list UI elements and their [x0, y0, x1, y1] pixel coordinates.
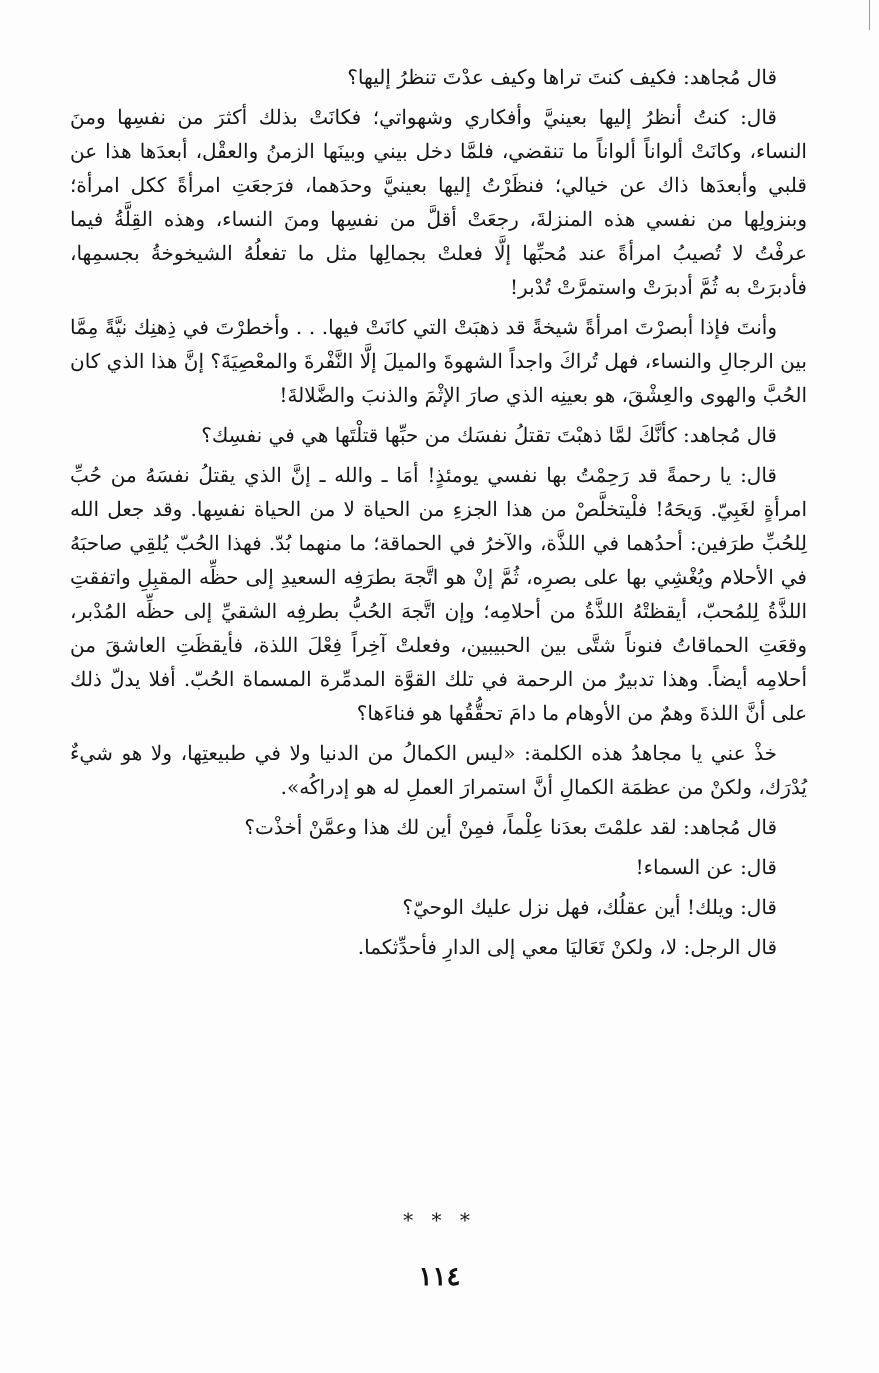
page-number: ١١٤ — [418, 1262, 461, 1292]
paragraph: قال الرجل: لا، ولكنْ تَعَاليَا معي إلى الدارِ فأحدِّثكما. — [357, 935, 777, 959]
paragraph: قال: كنتُ أنظرُ إليها بعينيَّ وأفكاري وشهواتي؛ فكانَتْ بذلك أكثرَ من نفسِها ومنَ النساء، وكانَتْ ألواناً ألواناً ما تنقضي، فلمَّا دخل بيني وبينَها الزمنُ والعقْل، أبعدَها هذا عن قلبي وأبعدَها ذاك عن خيالي؛ فنظَرْتُ إليها بعينيَّ وحدَهما، فرَجعَتِ امرأةً ككل امرأة؛ وبنزولِها من نفسي هذه المنزلةَ، رجعَتْ أقلَّ من نفسِها ومنَ النساء، وهذه القِلَّةُ فيما عرفْتُ لا تُصيبُ امرأةً عند مُحبِّها إلَّا فعلتْ بجمالِها مثل ما تفعلُهُ الشيخوخةُ بجسمِها، فأدبرَتْ به ثُمَّ أدبرَتْ واستمرَّتْ تُدْبر! — [70, 105, 807, 299]
paragraph: قال: يا رحمةً قد رَحِمْتُ بها نفسي يومئذٍ! أمَا ـ والله ـ إنَّ الذي يقتلُ نفسَهُ من حُبِّ امرأةٍ لغَبِيّ. وَيحَهُ! فلْيتخلَّصْ من هذا الجزءِ من الحياة لا من الحياة نفسِها. وقد جعل الله لِلحُبِّ طرَفين: أحدُهما في اللذَّة، والآخرُ في الحماقة؛ ما منهما بُدّ. فهذا الحُبّ يُلقِي صاحبَهُ في الأحلام ويُغْشِي بها على بصرِه، ثُمَّ إنْ هو اتَّجهَ بطرَفِه السعيدِ إلى حظِّه المقبِلِ واتفقتِ اللذَّةُ لِلمُحبّ، أيقظتْهُ اللذَّةُ من أحلامِه؛ وإن اتَّجهَ الحُبُّ بطرفِه الشقيِّ إلى حظِّه المُدْبر، وقعَتِ الحماقاتُ فنوناً شتَّى بين الحبيبين، وفعلتْ آخِراً فِعْلَ اللذة، فأيقظَتِ العاشقَ من أحلامِه أيضاً. وهذا تدبيرٌ من الرحمة في تلك القوَّة المدمِّرة المسماة الحُبّ. أفلا يدلّ ذلك على أنَّ اللذةَ وهمٌ من الأوهام ما دامَ تحقُّقُها هو فناءَها؟ — [70, 463, 808, 725]
paragraph: قال: عن السماء! — [635, 855, 777, 879]
paragraph: قال: ويلك! أين عقلُك، فهل نزل عليك الوحيّ؟ — [402, 895, 777, 919]
paragraph: وأنتَ فإذا أبصرْتَ امرأةً شيخةً قد ذهبَتْ التي كانَتْ فيها. . . وأخطرْتَ في ذِهنِك نيَّةً مِمَّا بين الرجالِ والنساء، فهل تُراكَ واجداً الشهوةَ والميلَ إلَّا النَّفْرةَ والمعْصِيَةَ؟ إنَّ هذا الذي كان الحُبَّ والهوى والعِشْقَ، هو بعينِه الذي صارَ الإثْمَ والذنبَ والضَّلالةَ! — [70, 315, 807, 407]
section-divider: * * * — [403, 1208, 476, 1232]
paragraph: قال مُجاهد: لقد علمْتَ بعدَنا عِلْماً، فمِنْ أين لك هذا وعمَّنْ أخذْت؟ — [244, 815, 777, 839]
paragraph: قال مُجاهد: فكيف كنتَ تراها وكيف عدْتَ تنظرُ إليها؟ — [347, 65, 777, 89]
paragraph: خذْ عني يا مجاهدُ هذه الكلمة: «ليس الكمالُ من الدنيا ولا في طبيعتِها، ولا هو شيءٌ يُدْرَك، ولكنْ من عظمَة الكمالِ أنَّ استمرارَ العملِ له هو إدراكُه». — [70, 741, 807, 799]
body-text — [70, 60, 807, 970]
page-edge-line — [869, 0, 870, 30]
paragraph: قال مُجاهد: كأنَّكَ لمَّا ذهبْتَ تقتلُ نفسَك من حبِّها قتلْتَها هي في نفسِك؟ — [201, 423, 777, 447]
